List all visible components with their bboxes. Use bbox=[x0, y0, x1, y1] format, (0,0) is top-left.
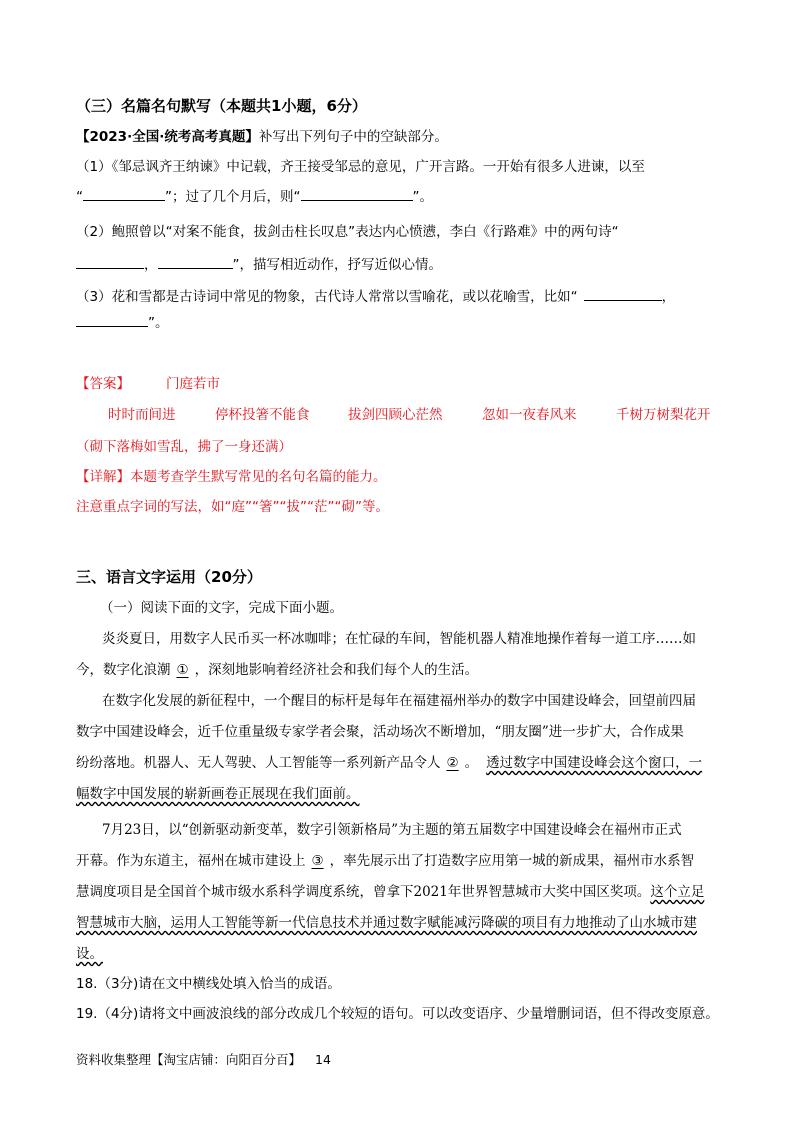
source-instruction: 补写出下列句子中的空缺部分。 bbox=[258, 129, 448, 145]
detail-label: 【详解】 bbox=[76, 469, 130, 485]
question-19: 19.（4分)请将文中画波浪线的部分改成几个较短的语句。可以改变语序、少量增删词语，但不得改变原意。 bbox=[76, 1006, 719, 1022]
q2-comma: ， bbox=[144, 257, 158, 273]
p1-line1: 炎炎夏日，用数字人民币买一杯冰咖啡；在忙碌的车间，智能机器人精准地操作着每一道工序……如 bbox=[102, 631, 696, 647]
q3-line2 bbox=[76, 313, 169, 333]
p2-line4 bbox=[76, 784, 360, 804]
detail-note: 注意重点字词的写法，如“庭”“箸”“拔”“茫”“砌”等。 bbox=[76, 499, 389, 515]
p3-line2 bbox=[76, 851, 694, 871]
q1-blank-2[interactable] bbox=[301, 188, 413, 201]
p3-line5 bbox=[76, 944, 103, 964]
answer-label: 【答案】 bbox=[76, 376, 130, 392]
p3-text-b: ，率先展示出了打造数字应用第一城的新成果，福州市水系智 bbox=[329, 853, 695, 869]
answer-3: 停杯投箸不能食 bbox=[215, 407, 310, 423]
answer-line1 bbox=[76, 374, 220, 394]
blank-3[interactable]: ③ bbox=[311, 853, 324, 869]
q3-text: （3）花和雪都是古诗词中常见的物象，古代诗人常常以雪喻花，或以花喻雪，比如“ bbox=[76, 289, 578, 305]
answer-line2 bbox=[108, 405, 176, 425]
detail-text: 本题考查学生默写常见的名句名篇的能力。 bbox=[130, 469, 387, 485]
page-number: 14 bbox=[315, 1052, 331, 1067]
detail-line bbox=[76, 467, 387, 487]
q3-comma: ， bbox=[661, 289, 676, 305]
answer-4-wrap bbox=[348, 405, 443, 425]
q1-mid-text: ”；过了几个月后，则“ bbox=[165, 189, 301, 205]
source-tag: 【2023·全国·统考高考真题】 bbox=[76, 129, 259, 145]
wavy-text-2b: 智慧城市大脑，运用人工智能等新一代信息技术并通过数字赋能减污降碳的项目有力地推动了山水城市建 bbox=[76, 915, 697, 931]
answer-3-wrap bbox=[215, 405, 310, 425]
answer-5: 忽如一夜春风来 bbox=[482, 407, 577, 423]
section-title: （三）名篇名句默写（本题共1小题，6分） bbox=[76, 97, 367, 115]
blank-2[interactable]: ② bbox=[446, 755, 459, 771]
q1-blank-1[interactable] bbox=[83, 188, 165, 201]
p3-text-a: 开幕。作为东道主，福州在城市建设上 bbox=[76, 853, 306, 869]
q3-blank-2[interactable] bbox=[76, 314, 148, 327]
p3-text-c: 慧调度项目是全国首个城市级水系科学调度系统，曾拿下2021年世界智慧城市大奖中国区奖项。 bbox=[76, 884, 651, 900]
q2-line1: （2）鲍照曾以“对案不能食，拔剑击柱长叹息”表达内心愤懑，李白《行路难》中的两句诗“ bbox=[76, 224, 619, 240]
answer-1: 门庭若市 bbox=[166, 376, 220, 392]
answer-7: （砌下落梅如雪乱，拂了一身还满） bbox=[76, 439, 292, 455]
answer-6-wrap bbox=[616, 405, 711, 425]
q2-blank-1[interactable] bbox=[76, 256, 144, 269]
q2-end-text: ”，描写相近动作，抒写近似心情。 bbox=[232, 257, 442, 273]
blank-1[interactable]: ① bbox=[176, 662, 189, 678]
footer-text: 资料收集整理【淘宝店铺：向阳百分百】 bbox=[76, 1052, 302, 1067]
p2-line2: 数字中国建设峰会，近千位重量级专家学者会聚，活动场次不断增加，“朋友圈”进一步扩大，合作成果 bbox=[76, 724, 684, 740]
p1-text-a: 今，数字化浪潮 bbox=[76, 662, 171, 678]
answer-2: 时时而间进 bbox=[108, 407, 176, 423]
q1-end-text: ”。 bbox=[412, 189, 433, 205]
answer-6: 千树万树梨花开 bbox=[616, 407, 711, 423]
wavy-text-1a: 透过数字中国建设峰会这个窗口，一 bbox=[486, 755, 703, 771]
p3-line4 bbox=[76, 913, 697, 933]
answer-4: 拔剑四顾心茫然 bbox=[348, 407, 443, 423]
q2-line2 bbox=[76, 255, 442, 275]
q3-end-text: ”。 bbox=[148, 315, 169, 331]
p3-line1: 7月23日，以“创新驱动新变革，数字引领新格局”为主题的第五届数字中国建设峰会在福州市正式 bbox=[102, 822, 682, 838]
q3-blank-1[interactable] bbox=[584, 288, 662, 301]
p3-line3 bbox=[76, 882, 704, 902]
p2-line3 bbox=[76, 753, 702, 773]
q1-line2 bbox=[76, 187, 433, 207]
p1-line2 bbox=[76, 660, 478, 680]
p2-text-b: 。 bbox=[464, 755, 479, 771]
footer bbox=[76, 1050, 331, 1070]
q1-quote-open: “ bbox=[76, 189, 83, 205]
q3-line1 bbox=[76, 287, 675, 307]
wavy-text-1b: 幅数字中国发展的崭新画卷正展现在我们面前。 bbox=[76, 786, 360, 802]
p2-text-a: 纷纷落地。机器人、无人驾驶、人工智能等一系列新产品令人 bbox=[76, 755, 441, 771]
p2-line1: 在数字化发展的新征程中，一个醒目的标杆是每年在福建福州举办的数字中国建设峰会，回望前四届 bbox=[102, 693, 696, 709]
wavy-text-2c: 设。 bbox=[76, 946, 103, 962]
source-line bbox=[76, 127, 448, 147]
answer-5-wrap bbox=[482, 405, 577, 425]
lang-section-title: 三、语言文字运用（20分） bbox=[76, 568, 262, 586]
lang-intro: （一）阅读下面的文字，完成下面小题。 bbox=[100, 600, 343, 616]
p1-text-b: ，深刻地影响着经济社会和我们每个人的生活。 bbox=[194, 662, 479, 678]
question-18: 18.（3分)请在文中横线处填入恰当的成语。 bbox=[76, 976, 341, 992]
q1-line1: （1）《邹忌讽齐王纳谏》中记载，齐王接受邹忌的意见，广开言路。一开始有很多人进谏，以至 bbox=[76, 159, 645, 175]
wavy-text-2a: 这个立足 bbox=[650, 884, 705, 900]
q2-blank-2[interactable] bbox=[158, 256, 233, 269]
